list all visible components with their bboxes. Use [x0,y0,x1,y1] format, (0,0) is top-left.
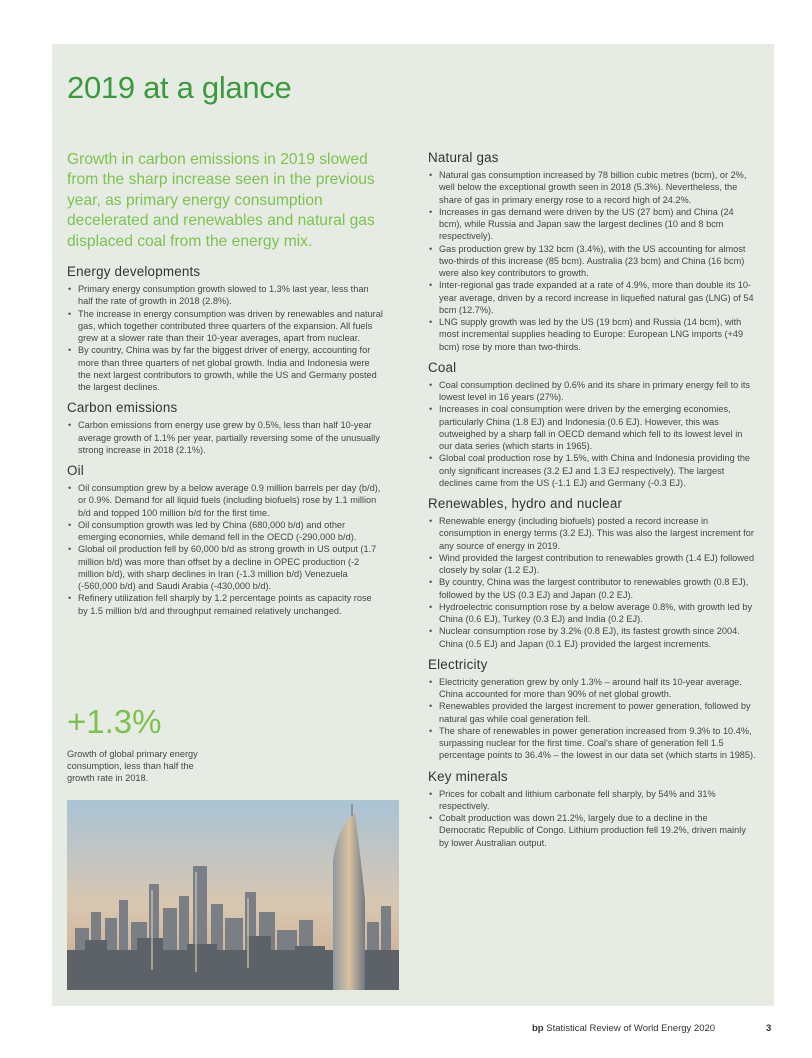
bullet-item: • Coal consumption declined by 0.6% and its share in primary energy fell to its lowest level in 16 years (27%). [428,379,756,404]
stat-value: +1.3% [67,703,162,740]
bullet-item: • Gas production grew by 132 bcm (3.4%), with the US accounting for almost two-thirds of this increase (85 bcm). Australia (23 bcm) and China (16 bcm) were also key contributors to growth. [428,243,756,280]
section-renewables-hydro-and-nuclear [428,496,756,650]
bullet-list [67,283,383,393]
bullet-list [428,169,756,353]
lead-paragraph: Growth in carbon emissions in 2019 slowed from the sharp increase seen in the previous year, as primary energy consumption decelerated and renewables and natural gas displaced coal from the energy mix. [67,151,375,250]
footer-brand: bp [532,1023,544,1034]
section-heading: Coal [428,359,457,375]
bullet-item: • LNG supply growth was led by the US (19 bcm) and Russia (14 bcm), with most incremental supplies heading to Europe: European LNG imports (+49 bcm) rose by more than two-thirds. [428,316,756,353]
bullet-item: • Natural gas consumption increased by 78 billion cubic metres (bcm), or 2%, well below the exceptional growth seen in 2018 (5.3%). Nevertheless, the share of gas in primary energy rose to a record high of 24.2%. [428,169,756,206]
bullet-list [428,788,756,849]
section-oil [67,463,383,617]
bullet-item: • The increase in energy consumption was driven by renewables and natural gas, which together contributed three quarters of the expansion. All fuels grew at a slower rate than their 10-year averages, apart from nuclear. [67,308,383,345]
section-coal [428,360,756,489]
bullet-list [428,515,756,650]
bullet-item: • Oil consumption growth was led by China (680,000 b/d) and other emerging economies, while demand fell in the OECD (-290,000 b/d). [67,519,383,544]
page-title: 2019 at a glance [67,70,292,105]
bullet-item: • Renewables provided the largest increment to power generation, followed by natural gas while coal generation fell. [428,700,756,725]
section-heading: Carbon emissions [67,400,178,416]
right-sections [428,150,756,849]
section-heading: Renewables, hydro and nuclear [428,496,623,511]
bullet-list [428,676,756,762]
bullet-item: • Electricity generation grew by only 1.3% – around half its 10-year average. China accounted for more than 90% of net global growth. [428,676,756,701]
bullet-list [428,379,756,489]
bullet-item: • Carbon emissions from energy use grew by 0.5%, less than half 10-year average growth of 1.1% per year, partially reversing some of the unusually strong increase in 2018 (2.1%). [67,419,383,456]
skyline-image [67,800,399,990]
page-number: 3 [766,1023,772,1034]
bullet-list [67,482,383,617]
left-sections [67,264,383,617]
bullet-item: • Primary energy consumption growth slowed to 1.3% last year, less than half the rate of growth in 2018 (2.8%). [67,283,383,308]
section-heading: Key minerals [428,768,508,784]
footer [532,1023,715,1034]
bullet-item: • Increases in gas demand were driven by the US (27 bcm) and China (24 bcm), while Russia and Japan saw the largest declines (10 and 8 bcm respectively). [428,206,756,243]
section-heading: Natural gas [428,150,499,165]
bullet-item: • The share of renewables in power generation increased from 9.3% to 10.4%, surpassing nuclear for the first time. Coal's share of generation fell 1.5 percentage points to 36.4% – the lowest in our data set (which starts in 1985). [428,725,756,762]
bullet-list [67,419,383,456]
section-heading: Energy developments [67,264,201,280]
section-natural-gas [428,150,756,353]
bullet-item: • Increases in coal consumption were driven by the emerging economies, particularly China (1.8 EJ) and Indonesia (0.6 EJ). However, this was outweighed by a sharp fall in OECD demand which fell to its lowest level in our data series (which starts in 1965). [428,403,756,452]
stat-caption: Growth of global primary energy consumption, less than half the growth rate in 2018. [67,749,198,783]
bullet-item: • Hydroelectric consumption rose by a below average 0.8%, with growth led by China (0.6 EJ), Turkey (0.3 EJ) and India (0.2 EJ). [428,601,756,626]
section-heading: Oil [67,463,84,479]
right-column [428,150,756,856]
city-skyline-photo [67,800,399,990]
section-electricity [428,657,756,762]
bullet-item: • Nuclear consumption rose by 3.2% (0.8 EJ), its fastest growth since 2004. China (0.5 EJ) and Japan (0.1 EJ) provided the largest increments. [428,625,756,650]
bullet-item: • Global coal production rose by 1.5%, with China and Indonesia providing the only significant increases (3.2 EJ and 1.3 EJ respectively). The largest declines came from the US (-1.1 EJ) and Germany (-0.3 EJ). [428,452,756,489]
footer-publication: Statistical Review of World Energy 2020 [546,1023,716,1034]
section-energy-developments [67,264,383,393]
bullet-item: • Cobalt production was down 21.2%, largely due to a decline in the Democratic Republic of Congo. Lithium production fell 19.2%, driven mainly by lower Australian output. [428,812,756,849]
bullet-item: • Renewable energy (including biofuels) posted a record increase in consumption in energy terms (3.2 EJ). This was also the largest increment for any source of energy in 2019. [428,515,756,552]
left-column [67,150,383,624]
bullet-item: • By country, China was by far the biggest driver of energy, accounting for more than three quarters of net global growth. India and Indonesia were the next largest contributors to growth, while the US and Germany posted the largest declines. [67,344,383,393]
bullet-item: • Wind provided the largest contribution to renewables growth (1.4 EJ) followed closely by solar (1.2 EJ). [428,552,756,577]
bullet-item: • Oil consumption grew by a below average 0.9 million barrels per day (b/d), or 0.9%. Demand for all liquid fuels (including biofuels) rose by 1.1 million b/d and topped 100 million b/d for the first time. [67,482,383,519]
bullet-item: • By country, China was the largest contributor to renewables growth (0.8 EJ), followed by the US (0.3 EJ) and Japan (0.2 EJ). [428,576,756,601]
section-key-minerals [428,769,756,849]
section-heading: Electricity [428,656,488,672]
bullet-item: • Prices for cobalt and lithium carbonate fell sharply, by 54% and 31% respectively. [428,788,756,813]
section-carbon-emissions [67,400,383,456]
bullet-item: • Refinery utilization fell sharply by 1.2 percentage points as capacity rose by 1.5 million b/d and throughput remained relatively unchanged. [67,592,383,617]
bullet-item: • Global oil production fell by 60,000 b/d as strong growth in US output (1.7 million b/d) was more than offset by a decline in OPEC production (-2 million b/d), with sharp declines in Iran (-1.3 million b/d) Venezuela (-560,000 b/d) and Saudi Arabia (-430,000 b/d). [67,543,383,592]
bullet-item: • Inter-regional gas trade expanded at a rate of 4.9%, more than double its 10-year average, driven by a record increase in liquefied natural gas (LNG) of 54 bcm (12.7%). [428,279,756,316]
